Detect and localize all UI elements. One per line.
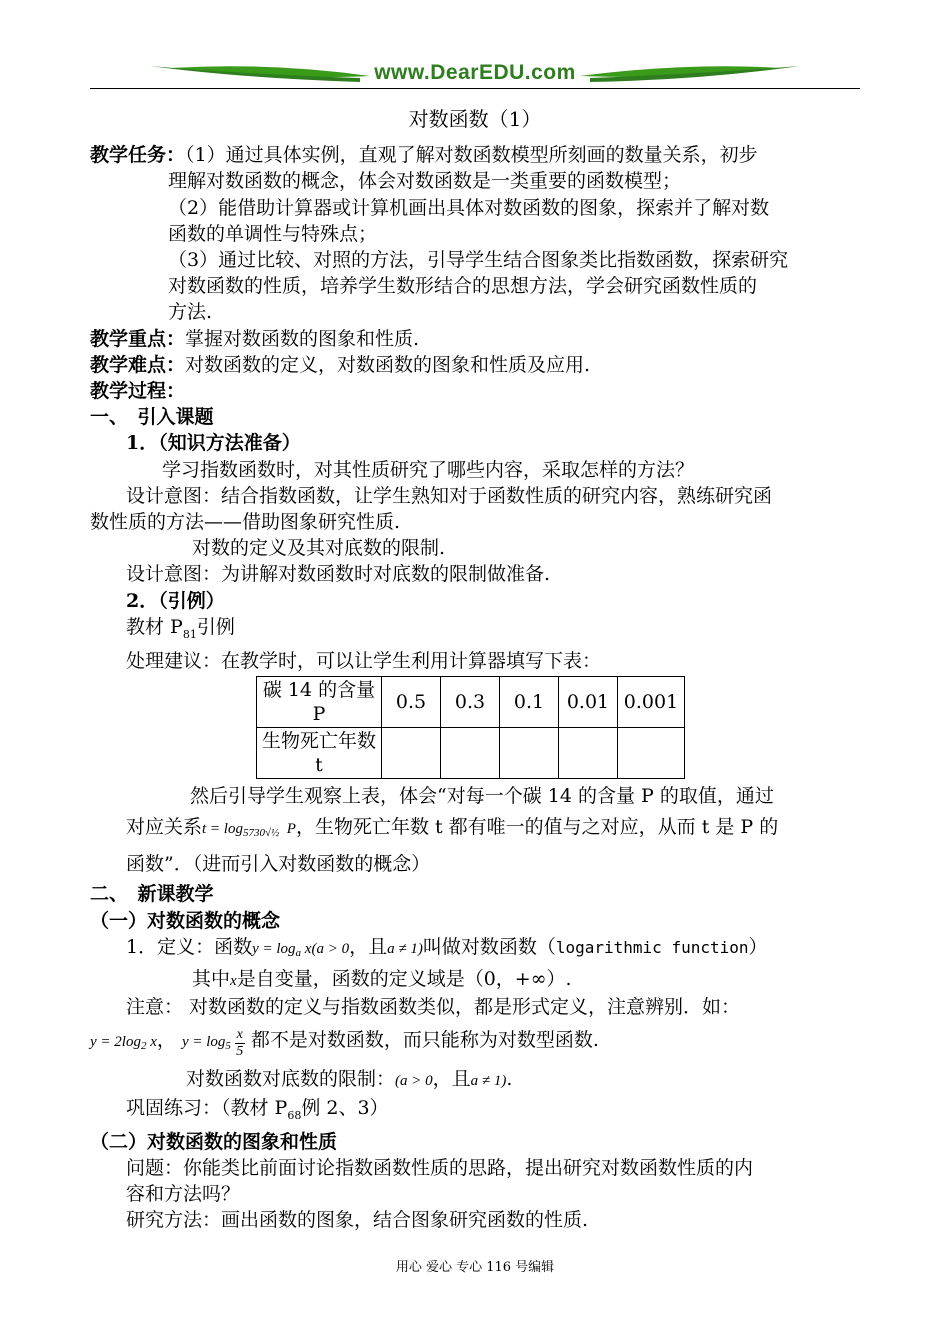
formula: $y = \log_5$ $\frac{x}{5}$ xyxy=(181,1026,244,1059)
paragraph: 设计意图：结合指数函数，让学生熟知对于函数性质的研究内容，熟练研究函 xyxy=(126,484,773,507)
focus-text: 掌握对数函数的图象和性质. xyxy=(185,327,420,350)
site-url: www.DearEDU.com xyxy=(374,61,576,84)
definition-line: 其中x是自变量，函数的定义域是（0，+∞）. xyxy=(192,968,572,991)
formula: $y = 2\log_2$ x xyxy=(90,1034,157,1053)
formula: $t = \log_{5730√\frac{1}{2}} P$ xyxy=(202,821,296,840)
table-cell xyxy=(618,728,685,779)
task-line: 方法. xyxy=(168,301,213,324)
paragraph: 函数”．（进而引入对数函数的概念） xyxy=(126,853,431,876)
paragraph: 教材 $P_{81}$引例 xyxy=(126,615,235,641)
process-label: 教学过程： xyxy=(90,380,186,403)
task-section xyxy=(90,142,860,325)
paragraph: 研究方法：画出函数的图象，结合图象研究函数的性质. xyxy=(126,1209,589,1232)
subsection-heading: （二）对数函数的图象和性质 xyxy=(90,1130,338,1153)
paragraph: 然后引导学生观察上表，体会“对每一个碳 14 的含量 P 的取值，通过 xyxy=(190,785,774,808)
header-rule xyxy=(90,88,860,89)
table-cell xyxy=(441,728,500,779)
english-term: logarithmic function xyxy=(555,937,749,957)
definition-line: 1．定义：函数$y = \log_a x(a > 0$，且a ≠ 1)叫做对数函数（logarithmic function） xyxy=(126,935,768,959)
subsection-heading: 2．（引例） xyxy=(126,589,225,612)
subsection-heading: 1．（知识方法准备） xyxy=(126,432,301,455)
difficulty-label: 教学难点： xyxy=(90,353,186,376)
table-cell: 0.1 xyxy=(500,677,559,728)
table-cell: 0.01 xyxy=(559,677,618,728)
document-body xyxy=(90,106,860,1234)
paragraph: 巩固练习：（教材 $P_{68}$例 2、3） xyxy=(126,1096,389,1122)
table-cell xyxy=(382,728,441,779)
paragraph: 处理建议：在教学时，可以让学生利用计算器填写下表： xyxy=(126,649,602,672)
paragraph: 容和方法吗？ xyxy=(126,1183,241,1206)
formula: a ≠ 1) xyxy=(387,940,423,957)
formula: $y = \log_a x(a > 0$ xyxy=(252,940,350,959)
paragraph: 设计意图：为讲解对数函数时对底数的限制做准备. xyxy=(126,563,551,586)
table-cell: 0.3 xyxy=(441,677,500,728)
data-table xyxy=(256,676,685,779)
page-footer: 用心 爱心 专心 116 号编辑 xyxy=(395,1260,555,1275)
task-line: 函数的单调性与特殊点； xyxy=(168,222,378,245)
page-title: 对数函数（1） xyxy=(408,107,542,131)
table-row xyxy=(257,728,685,779)
task-line: （3）通过比较、对照的方法，引导学生结合图象类比指数函数，探索研究 xyxy=(168,249,789,272)
difficulty-text: 对数函数的定义，对数函数的图象和性质及应用. xyxy=(185,353,591,376)
paragraph: 注意： 对数函数的定义与指数函数类似，都是形式定义，注意辨别．如： xyxy=(126,996,741,1019)
table-cell: 0.5 xyxy=(382,677,441,728)
paragraph: 学习指数函数时，对其性质研究了哪些内容，采取怎样的方法？ xyxy=(162,458,695,481)
table-row xyxy=(257,677,685,728)
task-line: 理解对数函数的概念，体会对数函数是一类重要的函数模型； xyxy=(168,170,682,193)
task-line: （2）能借助计算器或计算机画出具体对数函数的图象，探索并了解对数 xyxy=(168,196,770,219)
paragraph: 对数的定义及其对底数的限制. xyxy=(192,537,446,560)
task-label: 教学任务： xyxy=(90,144,186,167)
page-subscript: 68 xyxy=(287,1108,302,1122)
table-header-cell: 生物死亡年数 t xyxy=(257,728,382,779)
section-heading: 二、 新课教学 xyxy=(90,883,214,906)
task-line: （1）通过具体实例，直观了解对数函数模型所刻画的数量关系，初步 xyxy=(185,144,758,167)
site-banner xyxy=(90,58,860,92)
paragraph: 对数函数对底数的限制：(a > 0，且a ≠ 1). xyxy=(186,1068,513,1091)
example-line: $y = 2\log_2$ x， $y = \log_5$ $\frac{x}{5}$ 都不是对数函数，而只能称为对数型函数. xyxy=(90,1026,599,1059)
paragraph: 问题：你能类比前面讨论指数函数性质的思路，提出研究对数函数性质的内 xyxy=(126,1156,754,1179)
paragraph: 数性质的方法——借助图象研究性质. xyxy=(90,511,401,534)
table-header-cell: 碳 14 的含量 P xyxy=(257,677,382,728)
section-heading: 一、 引入课题 xyxy=(90,406,214,429)
table-cell xyxy=(559,728,618,779)
page-subscript: 81 xyxy=(182,627,197,641)
table-cell: 0.001 xyxy=(618,677,685,728)
paragraph: 对应关系$t = \log_{5730√\frac{1}{2}} P$，生物死亡年数 t 都有唯一的值与之对应，从而 t 是 P 的 xyxy=(126,816,779,840)
focus-label: 教学重点： xyxy=(90,327,186,350)
task-line: 对数函数的性质，培养学生数形结合的思想方法，学会研究函数性质的 xyxy=(168,275,758,298)
subsection-heading: （一）对数函数的概念 xyxy=(90,909,281,932)
table-cell xyxy=(500,728,559,779)
